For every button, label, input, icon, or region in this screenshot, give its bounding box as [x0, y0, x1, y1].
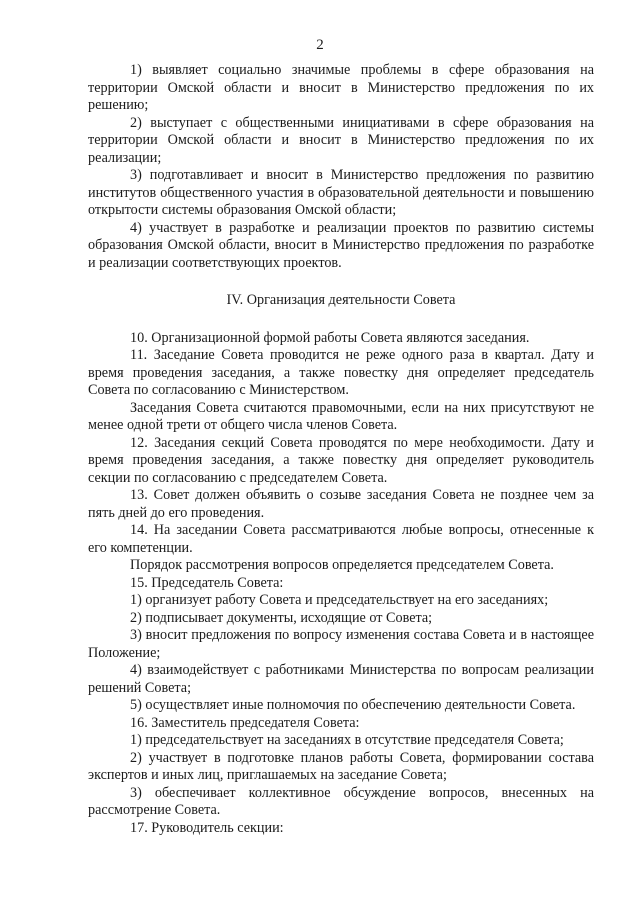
- paragraph: 2) подписывает документы, исходящие от Совета;: [130, 609, 433, 626]
- section-heading: IV. Организация деятельности Совета: [226, 292, 456, 308]
- paragraph: 4) участвует в разработке и реализации проектов по развитию системы образования Омской области, вносит в Министерство предложения по разработке и реализации соответствующих проектов.: [88, 219, 594, 271]
- paragraph: 11. Заседание Совета проводится не реже одного раза в квартал. Дату и время проведения заседания, а также повестку дня определяет председатель Совета по согласованию с Министерством.: [88, 347, 594, 398]
- paragraph: 1) председательствует на заседаниях в отсутствие председателя Совета;: [130, 732, 564, 748]
- paragraph: Порядок рассмотрения вопросов определяется председателем Совета.: [130, 557, 554, 573]
- paragraph: 5) осуществляет иные полномочия по обеспечению деятельности Совета.: [130, 697, 576, 713]
- paragraph: 17. Руководитель секции:: [130, 819, 284, 836]
- paragraph: 2) выступает с общественными инициативами в сфере образования на территории Омской области и вносит в Министерство предложения по их реализации;: [88, 114, 594, 166]
- paragraph: 3) подготавливает и вносит в Министерство предложения по развитию институтов общественного участия в образовательной деятельности и повышению открытости системы образования Омской области;: [88, 167, 594, 218]
- paragraph: 3) вносит предложения по вопросу изменения состава Совета и в настоящее Положение;: [88, 627, 594, 661]
- paragraph: 2) участвует в подготовке планов работы Совета, формировании состава экспертов и иных лиц, приглашаемых на заседание Совета;: [88, 749, 594, 783]
- paragraph: 3) обеспечивает коллективное обсуждение вопросов, внесенных на рассмотрение Совета.: [88, 784, 594, 818]
- paragraph: 4) взаимодействует с работниками Министерства по вопросам реализации решений Совета;: [88, 662, 594, 696]
- paragraph: 1) организует работу Совета и председательствует на его заседаниях;: [130, 592, 549, 608]
- paragraph: 13. Совет должен объявить о созыве заседания Совета не позднее чем за пять дней до его проведения.: [88, 487, 594, 521]
- paragraph: 10. Организационной формой работы Совета являются заседания.: [130, 329, 530, 346]
- paragraph: Заседания Совета считаются правомочными, если на них присутствуют не менее одной трети от общего числа членов Совета.: [88, 399, 594, 433]
- document-body: [88, 62, 594, 837]
- page-number: 2: [316, 37, 324, 53]
- paragraph: 14. На заседании Совета рассматриваются любые вопросы, отнесенные к его компетенции.: [88, 522, 594, 556]
- paragraph: 15. Председатель Совета:: [130, 574, 284, 591]
- paragraph: 12. Заседания секций Совета проводятся по мере необходимости. Дату и время проведения заседания, а также повестку дня определяет руководитель секции по согласованию с председателем Совета.: [88, 434, 594, 486]
- paragraph: 16. Заместитель председателя Совета:: [130, 714, 360, 731]
- paragraph: 1) выявляет социально значимые проблемы в сфере образования на территории Омской области и вносит в Министерство предложения по их решению;: [88, 62, 594, 113]
